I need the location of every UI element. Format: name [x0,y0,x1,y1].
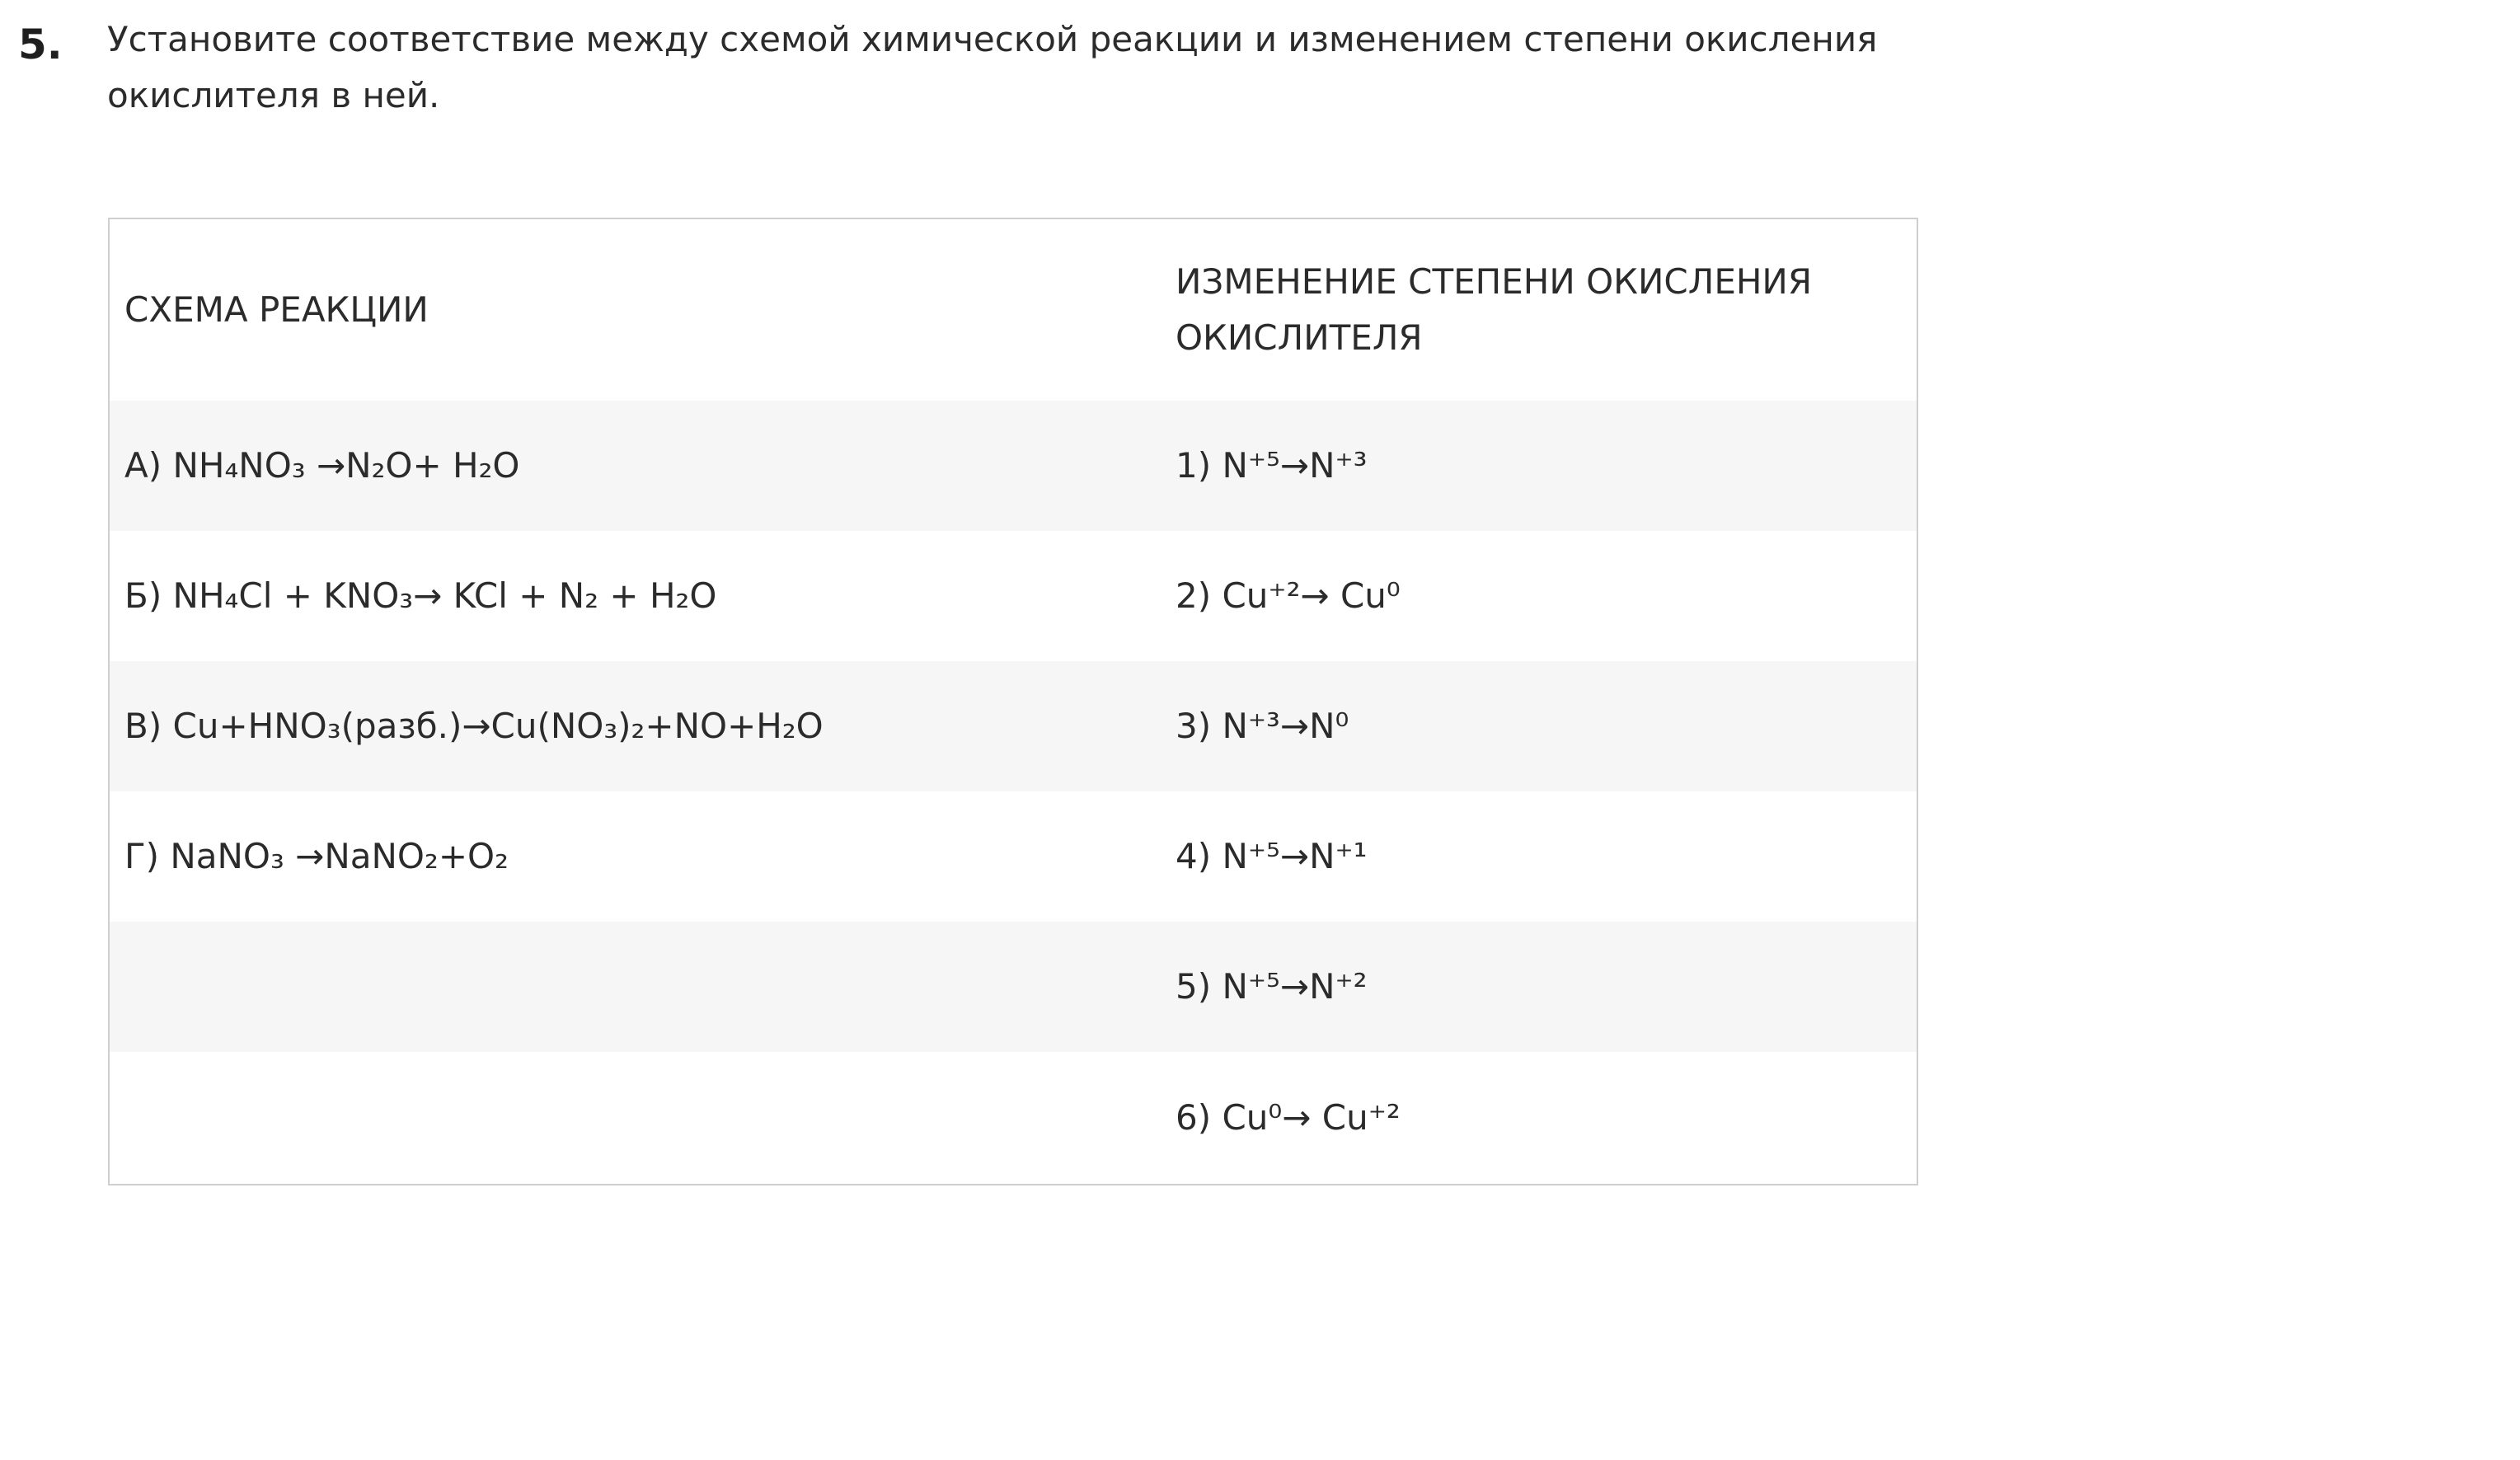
oxidation-change-1: 1) N⁺⁵→N⁺³ [1161,401,1917,531]
table-row [109,1052,1917,1185]
header-oxidation-change: ИЗМЕНЕНИЕ СТЕПЕНИ ОКИСЛЕНИЯ ОКИСЛИТЕЛЯ [1161,218,1917,401]
reaction-scheme-empty [109,922,1161,1052]
oxidation-change-5: 5) N⁺⁵→N⁺² [1161,922,1917,1052]
oxidation-change-4: 4) N⁺⁵→N⁺¹ [1161,791,1917,922]
matching-table [108,218,1918,1185]
reaction-scheme-b: Б) NH₄Cl + KNO₃→ KCl + N₂ + H₂O [109,531,1161,661]
oxidation-change-3: 3) N⁺³→N⁰ [1161,661,1917,791]
reaction-scheme-a: А) NH₄NO₃ →N₂O+ H₂O [109,401,1161,531]
table-row [109,401,1917,531]
table-header-row [109,218,1917,401]
table-row [109,922,1917,1052]
table-row [109,661,1917,791]
table-row [109,531,1917,661]
oxidation-change-2: 2) Cu⁺²→ Cu⁰ [1161,531,1917,661]
reaction-scheme-empty [109,1052,1161,1185]
question-number: 5. [18,21,63,68]
question-text: Установите соответствие между схемой химической реакции и изменением степени окисления окислителя в ней. [107,19,1878,115]
reaction-scheme-g: Г) NaNO₃ →NaNO₂+O₂ [109,791,1161,922]
oxidation-change-6: 6) Cu⁰→ Cu⁺² [1161,1052,1917,1185]
reaction-scheme-v: В) Cu+HNO₃(разб.)→Cu(NO₃)₂+NO+H₂O [109,661,1161,791]
table-row [109,791,1917,922]
header-reaction-scheme: СХЕМА РЕАКЦИИ [109,218,1161,401]
